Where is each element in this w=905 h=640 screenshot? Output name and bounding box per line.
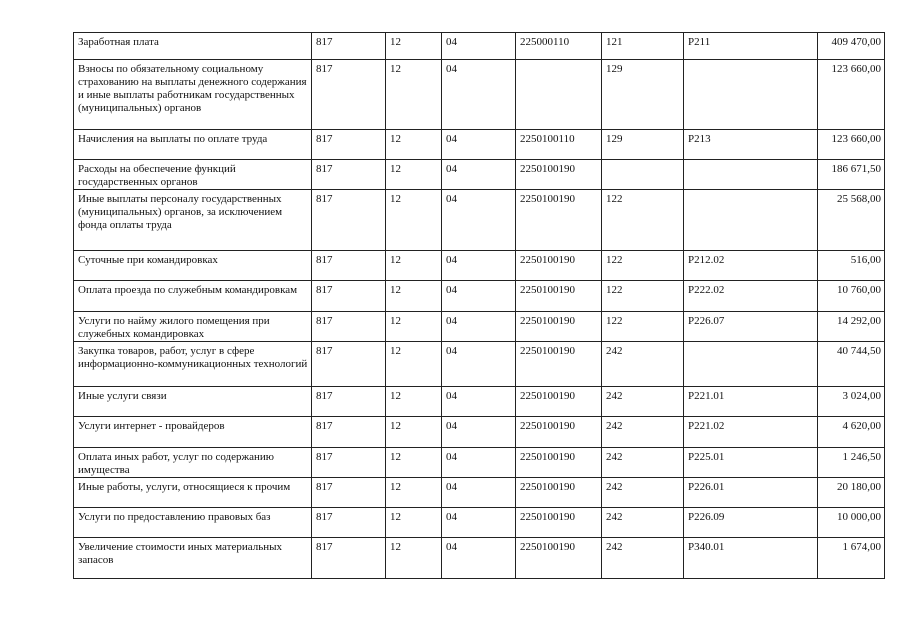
cell-amount: 4 620,00 <box>818 417 885 448</box>
cell-pr: 04 <box>442 281 516 312</box>
row-name: Увеличение стоимости иных материальных запасов <box>74 538 312 579</box>
cell-rz: 12 <box>386 342 442 387</box>
cell-pr: 04 <box>442 342 516 387</box>
cell-amount: 40 744,50 <box>818 342 885 387</box>
table-row <box>74 60 885 130</box>
row-name: Услуги интернет - провайдеров <box>74 417 312 448</box>
table-row <box>74 251 885 281</box>
cell-ved: 817 <box>312 281 386 312</box>
cell-csr: 2250100190 <box>516 342 602 387</box>
row-name: Закупка товаров, работ, услуг в сфере информационно-коммуникационных технологий <box>74 342 312 387</box>
cell-rz: 12 <box>386 251 442 281</box>
cell-vr: 122 <box>602 251 684 281</box>
row-name: Начисления на выплаты по оплате труда <box>74 130 312 160</box>
cell-pr: 04 <box>442 33 516 60</box>
cell-pr: 04 <box>442 60 516 130</box>
cell-vr: 129 <box>602 60 684 130</box>
cell-kosgu: Р213 <box>684 130 818 160</box>
cell-csr: 2250100190 <box>516 448 602 478</box>
cell-vr: 242 <box>602 417 684 448</box>
cell-amount: 123 660,00 <box>818 60 885 130</box>
row-name: Иные работы, услуги, относящиеся к прочим <box>74 478 312 508</box>
table-row <box>74 538 885 579</box>
row-name: Заработная плата <box>74 33 312 60</box>
cell-ved: 817 <box>312 478 386 508</box>
cell-csr: 2250100190 <box>516 312 602 342</box>
table-row <box>74 160 885 190</box>
cell-rz: 12 <box>386 478 442 508</box>
row-name: Расходы на обеспечение функций государственных органов <box>74 160 312 190</box>
cell-csr: 2250100190 <box>516 508 602 538</box>
cell-pr: 04 <box>442 538 516 579</box>
row-name: Услуги по предоставлению правовых баз <box>74 508 312 538</box>
cell-ved: 817 <box>312 387 386 417</box>
table-row <box>74 130 885 160</box>
cell-vr: 242 <box>602 508 684 538</box>
cell-kosgu: Р212.02 <box>684 251 818 281</box>
row-name: Взносы по обязательному социальному страхованию на выплаты денежного содержания и иные выплаты работникам государственных (муниципальных) органов <box>74 60 312 130</box>
cell-amount: 1 674,00 <box>818 538 885 579</box>
table-row <box>74 312 885 342</box>
cell-vr: 122 <box>602 190 684 251</box>
cell-ved: 817 <box>312 130 386 160</box>
cell-amount: 3 024,00 <box>818 387 885 417</box>
cell-vr: 122 <box>602 281 684 312</box>
table-row <box>74 448 885 478</box>
cell-vr: 242 <box>602 342 684 387</box>
cell-amount: 10 000,00 <box>818 508 885 538</box>
cell-ved: 817 <box>312 508 386 538</box>
cell-pr: 04 <box>442 417 516 448</box>
cell-ved: 817 <box>312 538 386 579</box>
cell-amount: 516,00 <box>818 251 885 281</box>
table-row <box>74 417 885 448</box>
cell-pr: 04 <box>442 387 516 417</box>
cell-rz: 12 <box>386 312 442 342</box>
table-row <box>74 387 885 417</box>
cell-amount: 409 470,00 <box>818 33 885 60</box>
cell-csr: 2250100190 <box>516 160 602 190</box>
cell-amount: 1 246,50 <box>818 448 885 478</box>
cell-kosgu: Р226.01 <box>684 478 818 508</box>
cell-kosgu: Р221.02 <box>684 417 818 448</box>
cell-amount: 186 671,50 <box>818 160 885 190</box>
cell-kosgu <box>684 160 818 190</box>
row-name: Иные услуги связи <box>74 387 312 417</box>
row-name: Оплата иных работ, услуг по содержанию имущества <box>74 448 312 478</box>
cell-vr: 121 <box>602 33 684 60</box>
cell-vr: 242 <box>602 478 684 508</box>
cell-ved: 817 <box>312 448 386 478</box>
cell-amount: 123 660,00 <box>818 130 885 160</box>
cell-ved: 817 <box>312 342 386 387</box>
cell-csr: 2250100190 <box>516 251 602 281</box>
cell-csr: 2250100190 <box>516 478 602 508</box>
cell-amount: 10 760,00 <box>818 281 885 312</box>
cell-amount: 25 568,00 <box>818 190 885 251</box>
cell-ved: 817 <box>312 312 386 342</box>
cell-rz: 12 <box>386 387 442 417</box>
cell-rz: 12 <box>386 190 442 251</box>
cell-pr: 04 <box>442 478 516 508</box>
cell-vr: 242 <box>602 538 684 579</box>
cell-rz: 12 <box>386 33 442 60</box>
row-name: Услуги по найму жилого помещения при служебных командировках <box>74 312 312 342</box>
cell-kosgu: Р340.01 <box>684 538 818 579</box>
cell-rz: 12 <box>386 60 442 130</box>
cell-vr: 242 <box>602 387 684 417</box>
table-row <box>74 190 885 251</box>
cell-kosgu <box>684 60 818 130</box>
table-row <box>74 508 885 538</box>
cell-vr <box>602 160 684 190</box>
cell-rz: 12 <box>386 130 442 160</box>
cell-amount: 20 180,00 <box>818 478 885 508</box>
table-row <box>74 281 885 312</box>
cell-pr: 04 <box>442 312 516 342</box>
cell-kosgu <box>684 190 818 251</box>
budget-table <box>73 32 885 579</box>
cell-csr: 225000110 <box>516 33 602 60</box>
cell-ved: 817 <box>312 60 386 130</box>
cell-pr: 04 <box>442 190 516 251</box>
cell-ved: 817 <box>312 190 386 251</box>
cell-csr: 2250100190 <box>516 538 602 579</box>
table-row <box>74 33 885 60</box>
cell-kosgu: Р221.01 <box>684 387 818 417</box>
cell-rz: 12 <box>386 417 442 448</box>
cell-pr: 04 <box>442 130 516 160</box>
cell-kosgu: Р222.02 <box>684 281 818 312</box>
cell-vr: 242 <box>602 448 684 478</box>
cell-ved: 817 <box>312 417 386 448</box>
cell-rz: 12 <box>386 538 442 579</box>
cell-csr <box>516 60 602 130</box>
cell-amount: 14 292,00 <box>818 312 885 342</box>
table-row <box>74 478 885 508</box>
table-row <box>74 342 885 387</box>
row-name: Оплата проезда по служебным командировкам <box>74 281 312 312</box>
row-name: Иные выплаты персоналу государственных (муниципальных) органов, за исключением фонда оплаты труда <box>74 190 312 251</box>
cell-kosgu: Р226.07 <box>684 312 818 342</box>
row-name: Суточные при командировках <box>74 251 312 281</box>
cell-ved: 817 <box>312 251 386 281</box>
cell-ved: 817 <box>312 33 386 60</box>
cell-csr: 2250100190 <box>516 417 602 448</box>
cell-csr: 2250100190 <box>516 387 602 417</box>
cell-pr: 04 <box>442 448 516 478</box>
cell-csr: 2250100110 <box>516 130 602 160</box>
cell-rz: 12 <box>386 508 442 538</box>
cell-csr: 2250100190 <box>516 281 602 312</box>
cell-rz: 12 <box>386 281 442 312</box>
cell-kosgu <box>684 342 818 387</box>
cell-vr: 129 <box>602 130 684 160</box>
cell-kosgu: Р225.01 <box>684 448 818 478</box>
cell-pr: 04 <box>442 508 516 538</box>
cell-vr: 122 <box>602 312 684 342</box>
cell-rz: 12 <box>386 160 442 190</box>
cell-pr: 04 <box>442 160 516 190</box>
cell-rz: 12 <box>386 448 442 478</box>
cell-kosgu: Р226.09 <box>684 508 818 538</box>
cell-csr: 2250100190 <box>516 190 602 251</box>
cell-kosgu: Р211 <box>684 33 818 60</box>
cell-pr: 04 <box>442 251 516 281</box>
cell-ved: 817 <box>312 160 386 190</box>
